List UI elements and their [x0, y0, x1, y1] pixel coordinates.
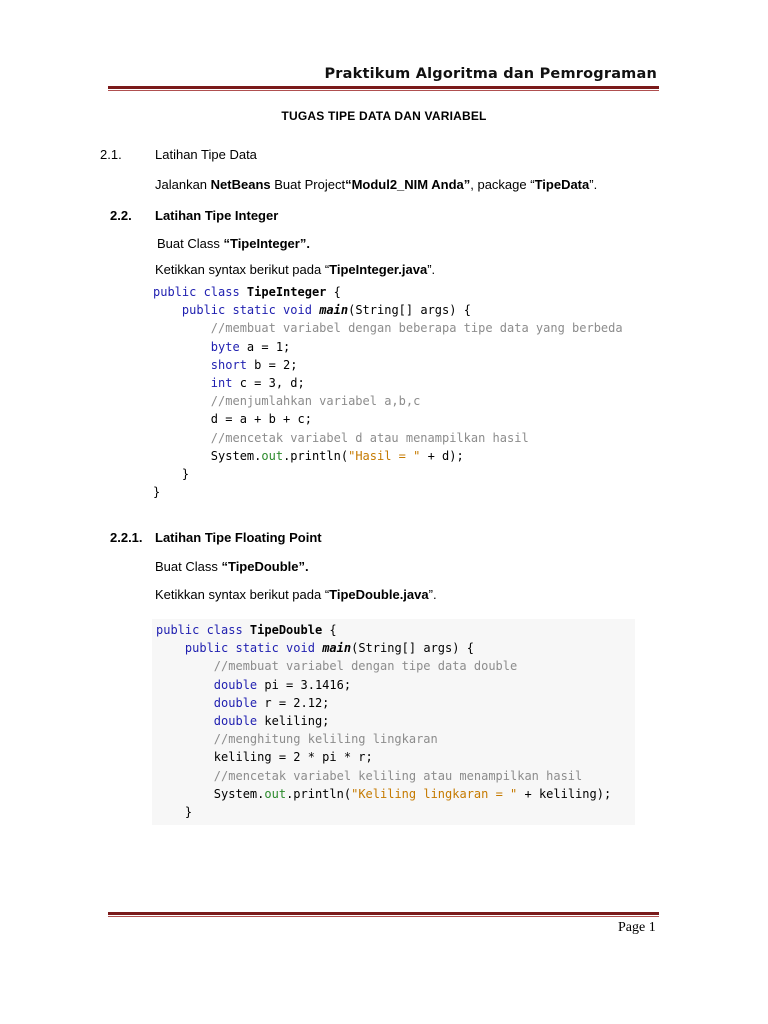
section-2-1-title: Latihan Tipe Data — [155, 147, 257, 162]
header-rule — [108, 86, 659, 91]
section-2-2-number: 2.2. — [110, 208, 132, 223]
code-block-tipe-double: public class TipeDouble { public static void main(String[] args) { //membuat variabel dengan tipe data double double pi = 3.1416; double r = 2.12; double keliling; //menghitung keliling lingkaran keliling = 2 * pi * r; //mencetak variabel keliling atau menampilkan hasil System.out.println("Keliling lingkaran = " + keliling); } — [152, 619, 635, 825]
section-2-2-title: Latihan Tipe Integer — [155, 208, 279, 223]
section-2-2-1-title: Latihan Tipe Floating Point — [155, 530, 322, 545]
section-2-2-paragraph-1: Buat Class “TipeInteger”. — [157, 236, 310, 251]
section-2-2-1-paragraph-1: Buat Class “TipeDouble”. — [155, 559, 309, 574]
section-2-2-1-number: 2.2.1. — [110, 530, 143, 545]
code-block-tipe-integer: public class TipeInteger { public static void main(String[] args) { //membuat variabel dengan beberapa tipe data yang berbeda byte a = 1; short b = 2; int c = 3, d; //menjumlahkan variabel a,b,c d = a + b + c; //mencetak variabel d atau menampilkan hasil System.out.println("Hasil = " + d); } } — [153, 285, 623, 500]
section-2-1-paragraph: Jalankan NetBeans Buat Project“Modul2_NIM Anda”, package “TipeData”. — [155, 177, 598, 192]
section-2-1-number: 2.1. — [100, 147, 122, 162]
section-2-2-paragraph-2: Ketikkan syntax berikut pada “TipeInteger.java”. — [155, 262, 436, 277]
running-header: Praktikum Algoritma dan Pemrograman — [324, 66, 657, 82]
footer-rule — [108, 912, 659, 917]
section-2-2-1-paragraph-2: Ketikkan syntax berikut pada “TipeDouble.java”. — [155, 587, 437, 602]
page-number: Page 1 — [618, 920, 656, 935]
document-title: TUGAS TIPE DATA DAN VARIABEL — [281, 109, 487, 123]
